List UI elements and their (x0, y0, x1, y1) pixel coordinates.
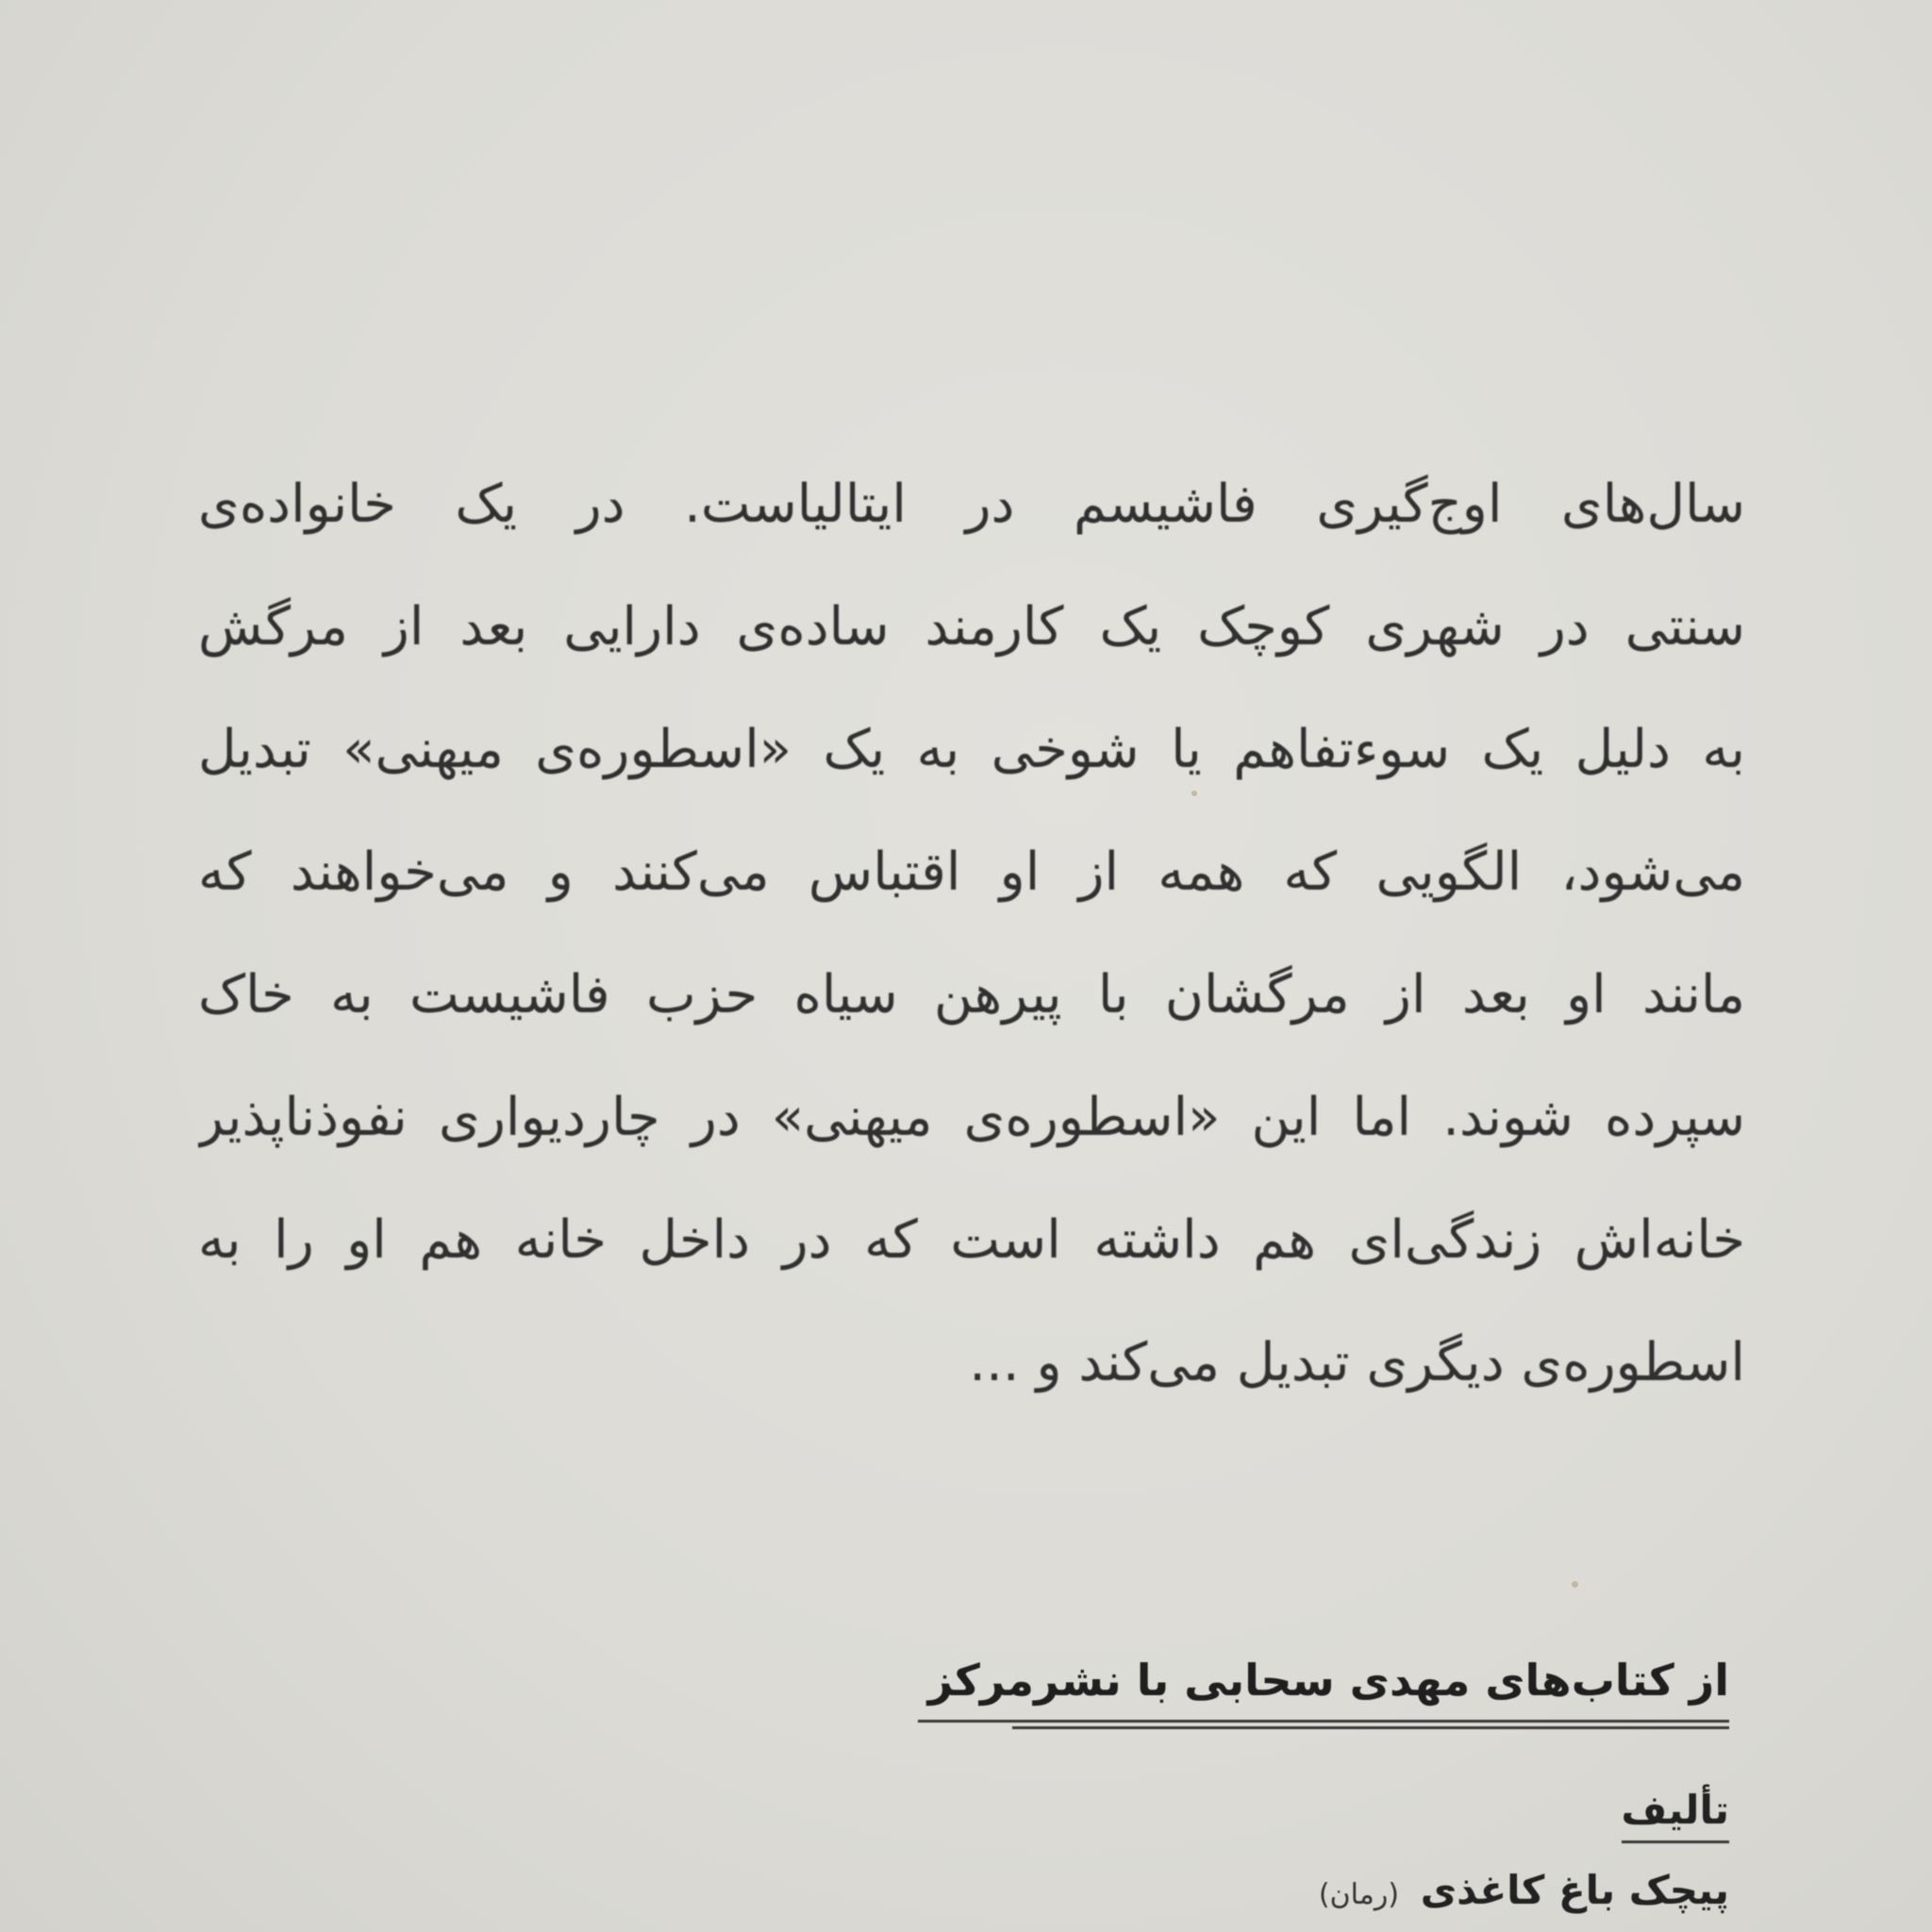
synopsis-line: سپرده شوند. اما این «اسطوره‌ی میهنی» در چاردیواری نفوذناپذیر (198, 1087, 1745, 1148)
synopsis-line: می‌شود، الگویی که همه از او اقتباس می‌کنند و می‌خواهند که (198, 841, 1745, 903)
book-genre: (رمان) (1318, 1878, 1400, 1911)
synopsis-line: سنتی در شهری کوچک یک کارمند ساده‌ی دارایی بعد از مرگش (198, 596, 1745, 658)
authored-section-label: تألیف (1622, 1784, 1729, 1843)
synopsis-line: به دلیل یک سوءتفاهم یا شوخی به یک «اسطوره‌ی میهنی» تبدیل (198, 719, 1745, 780)
book-list-item (918, 1862, 1729, 1924)
book-title: پیچک باغ کاغذی (1420, 1867, 1729, 1913)
synopsis-line: اسطوره‌ی دیگری تبدیل می‌کند و ... (969, 1332, 1745, 1393)
other-books-heading: از کتاب‌های مهدی سحابی با نشرمرکز (927, 1655, 1729, 1706)
rule-line (1012, 1726, 1729, 1729)
heading-double-rule (918, 1720, 1729, 1729)
synopsis-line: سال‌های اوج‌گیری فاشیسم در ایتالیاست. در یک خانواده‌ی (198, 474, 1745, 535)
rule-line (918, 1720, 1729, 1723)
synopsis-text (198, 443, 1745, 1424)
synopsis-line: مانند او بعد از مرگشان با پیرهن سیاه حزب فاشیست به خاک (198, 964, 1745, 1025)
other-books-section (918, 1646, 1729, 1924)
paper-speck (1572, 1581, 1578, 1588)
synopsis-line: خانه‌اش زندگی‌ای هم داشته است که در داخل خانه هم او را به (198, 1209, 1745, 1271)
